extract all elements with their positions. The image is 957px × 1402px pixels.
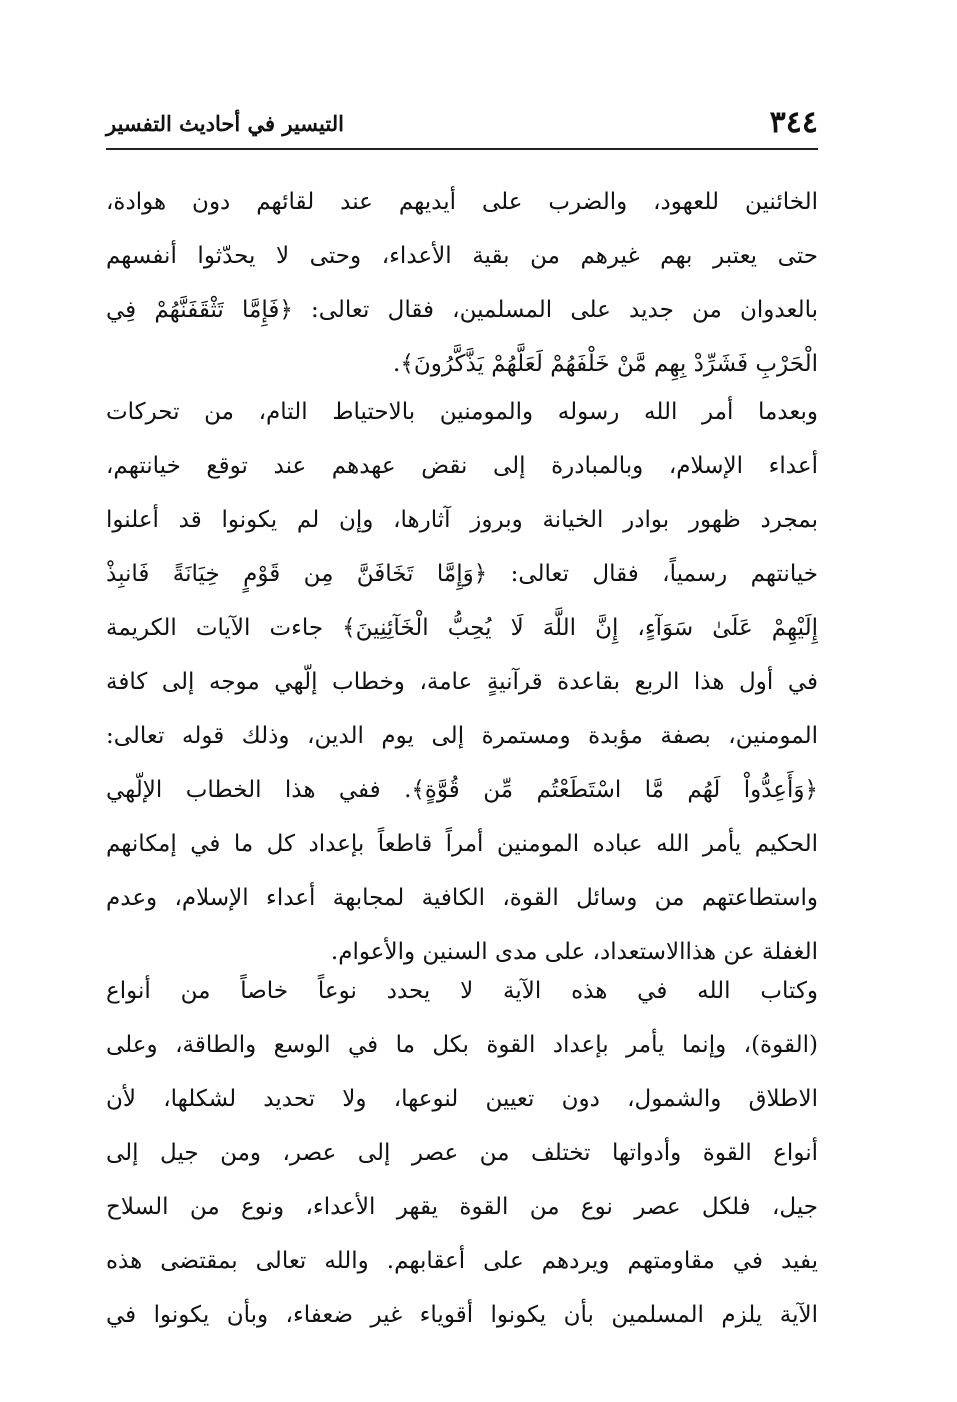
text-line: يفيد في مقاومتهم ويردهم على أعقابهم. والله تعالى بمقتضى هذه <box>106 1248 818 1274</box>
text-line: خيانتهم رسمياً، فقال تعالى: ﴿وَإِمَّا تَخَافَنَّ مِن قَوْمٍ خِيَانَةً فَانبِذْ <box>106 561 818 587</box>
text-line: ﴿وَأَعِدُّواْ لَهُم مَّا اسْتَطَعْتُم مِّن قُوَّةٍ﴾. ففي هذا الخطاب الإلّهي <box>106 777 818 803</box>
text-line: أنواع القوة وأدواتها تختلف من عصر إلى عصر، ومن جيل إلى <box>106 1140 818 1166</box>
text-line: أعداء الإسلام، وبالمبادرة إلى نقض عهدهم عند توقع خيانتهم، <box>106 453 818 479</box>
text-line: جيل، فلكل عصر نوع من القوة يقهر الأعداء، ونوع من السلاح <box>106 1194 818 1220</box>
text-line: وبعدما أمر الله رسوله والمومنين بالاحتياط التام، من تحركات <box>106 399 818 425</box>
text-line: الْحَرْبِ فَشَرِّدْ بِهِم مَّنْ خَلْفَهُمْ لَعَلَّهُمْ يَذَّكَّرُونَ﴾. <box>393 351 818 377</box>
paragraph-1 <box>106 175 818 391</box>
paragraph-2 <box>106 385 818 979</box>
running-header <box>106 102 818 146</box>
text-line: (القوة)، وإنما يأمر بإعداد القوة بكل ما في الوسع والطاقة، وعلى <box>106 1032 818 1058</box>
text-line: واستطاعتهم من وسائل القوة، الكافية لمجابهة أعداء الإسلام، وعدم <box>106 885 818 911</box>
page-number: ٣٤٤ <box>769 105 818 140</box>
text-line: الاطلاق والشمول، دون تعيين لنوعها، ولا تحديد لشكلها، لأن <box>106 1086 818 1112</box>
text-line: الحكيم يأمر الله عباده المومنين أمراً قاطعاً بإعداد كل ما في إمكانهم <box>106 831 818 857</box>
paragraph-3 <box>106 964 818 1342</box>
text-line: الآية يلزم المسلمين بأن يكونوا أقوياء غير ضعفاء، وبأن يكونوا في <box>106 1302 818 1328</box>
text-line: في أول هذا الربع بقاعدة قرآنيةٍ عامة، وخطاب إلّهي موجه إلى كافة <box>106 669 818 695</box>
text-line: وكتاب الله في هذه الآية لا يحدد نوعاً خاصاً من أنواع <box>106 978 818 1004</box>
header-divider <box>106 148 818 150</box>
running-title: التيسير في أحاديث التفسير <box>106 111 344 136</box>
text-line: إِلَيْهِمْ عَلَىٰ سَوَآءٍ، إِنَّ اللَّهَ لَا يُحِبُّ الْخَآئِنِينَ﴾ جاءت الآيات الكريمة <box>106 615 818 641</box>
text-line: الغفلة عن هذاالاستعداد، على مدى السنين والأعوام. <box>330 939 818 965</box>
text-line: بمجرد ظهور بوادر الخيانة وبروز آثارها، وإن لم يكونوا قد أعلنوا <box>106 507 818 533</box>
text-line: بالعدوان من جديد على المسلمين، فقال تعالى: ﴿فَإِمَّا تَثْقَفَنَّهُمْ فِي <box>106 297 818 323</box>
text-line: الخائنين للعهود، والضرب على أيديهم عند لقائهم دون هوادة، <box>106 189 818 215</box>
text-line: حتى يعتبر بهم غيرهم من بقية الأعداء، وحتى لا يحدّثوا أنفسهم <box>106 243 818 269</box>
text-line: المومنين، بصفة مؤبدة ومستمرة إلى يوم الدين، وذلك قوله تعالى: <box>106 723 818 749</box>
